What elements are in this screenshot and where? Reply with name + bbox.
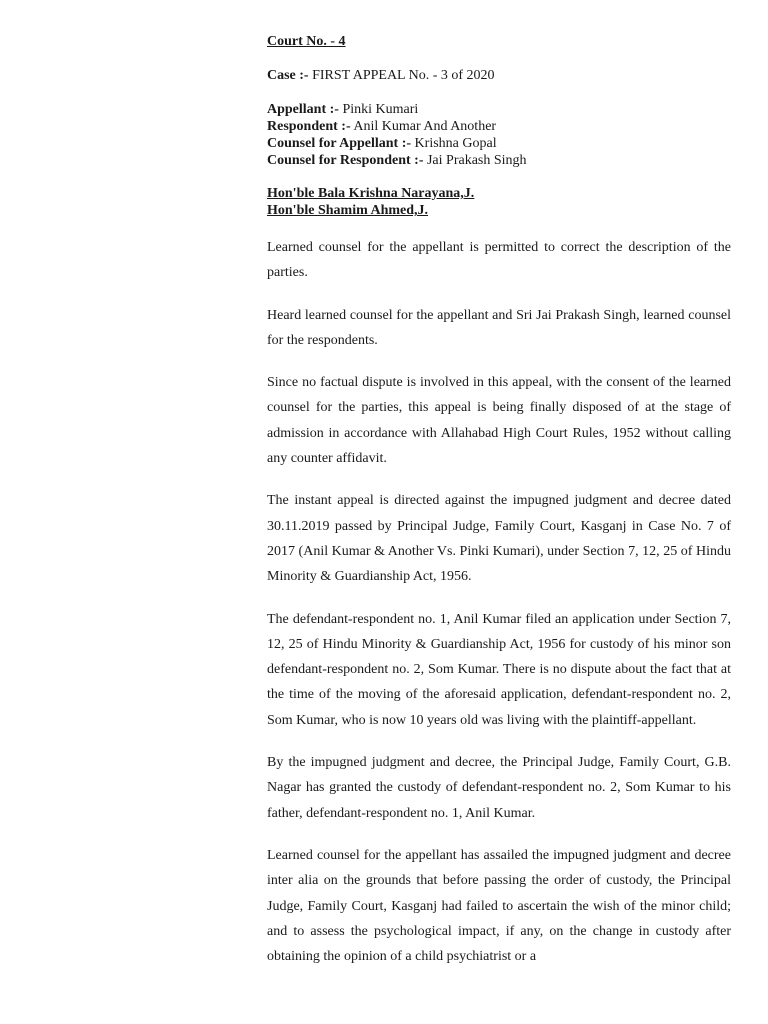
counsel-respondent-line (267, 152, 731, 169)
appellant-value: Pinki Kumari (342, 102, 419, 117)
case-value: FIRST APPEAL No. - 3 of 2020 (312, 68, 495, 83)
counsel-appellant-value: Krishna Gopal (414, 136, 497, 151)
order-paragraph: Heard learned counsel for the appellant and Sri Jai Prakash Singh, learned counsel for the respondents. (267, 307, 731, 348)
respondent-label: Respondent :- (267, 119, 351, 134)
order-paragraph: By the impugned judgment and decree, the Principal Judge, Family Court, G.B. Nagar has granted the custody of defendant-respondent no. 2, Som Kumar to his father, defendant-respondent no. 1, Anil Kumar. (267, 755, 731, 821)
order-paragraph: The defendant-respondent no. 1, Anil Kumar filed an application under Section 7, 12, 25 of Hindu Minority & Guardianship Act, 1956 for custody of his minor son defendant-respondent no. 2, Som Kumar. There is no dispute about the fact that at the time of the moving of the aforesaid application, defendant-respondent no. 2, Som Kumar, who is now 10 years old was living with the plaintiff-appellant. (267, 611, 731, 728)
appellant-line (267, 101, 731, 118)
order-paragraph: Learned counsel for the appellant is permitted to correct the description of the parties. (267, 240, 731, 281)
counsel-respondent-value: Jai Prakash Singh (426, 153, 527, 168)
respondent-line (267, 118, 731, 135)
order-paragraph: The instant appeal is directed against the impugned judgment and decree dated 30.11.2019 passed by Principal Judge, Family Court, Kasganj in Case No. 7 of 2017 (Anil Kumar & Another Vs. Pinki Kumari), under Section 7, 12, 25 of Hindu Minority & Guardianship Act, 1956. (267, 493, 731, 585)
order-paragraph: Since no factual dispute is involved in this appeal, with the consent of the learned counsel for the parties, this appeal is being finally disposed of at the stage of admission in accordance with Allahabad High Court Rules, 1952 without calling any counter affidavit. (267, 375, 731, 467)
court-number (267, 33, 731, 50)
order-page (267, 33, 731, 986)
case-label: Case :- (267, 68, 309, 83)
counsel-appellant-label: Counsel for Appellant :- (267, 136, 412, 151)
case-line (267, 67, 731, 84)
judge-name: Hon'ble Shamim Ahmed,J. (267, 203, 429, 218)
order-paragraph: Learned counsel for the appellant has assailed the impugned judgment and decree inter alia on the grounds that before passing the order of custody, the Principal Judge, Family Court, Kasganj had failed to ascertain the wish of the minor child; and to assess the psychological impact, if any, on the change in custody after obtaining the opinion of a child psychiatrist or a (267, 847, 731, 965)
judge-name: Hon'ble Bala Krishna Narayana,J. (267, 186, 475, 201)
respondent-value: Anil Kumar And Another (353, 119, 497, 134)
parties-block (267, 101, 731, 169)
judges-block (267, 185, 731, 219)
appellant-label: Appellant :- (267, 102, 339, 117)
counsel-respondent-label: Counsel for Respondent :- (267, 153, 424, 168)
court-number-text: Court No. - 4 (267, 34, 346, 49)
counsel-appellant-line (267, 135, 731, 152)
